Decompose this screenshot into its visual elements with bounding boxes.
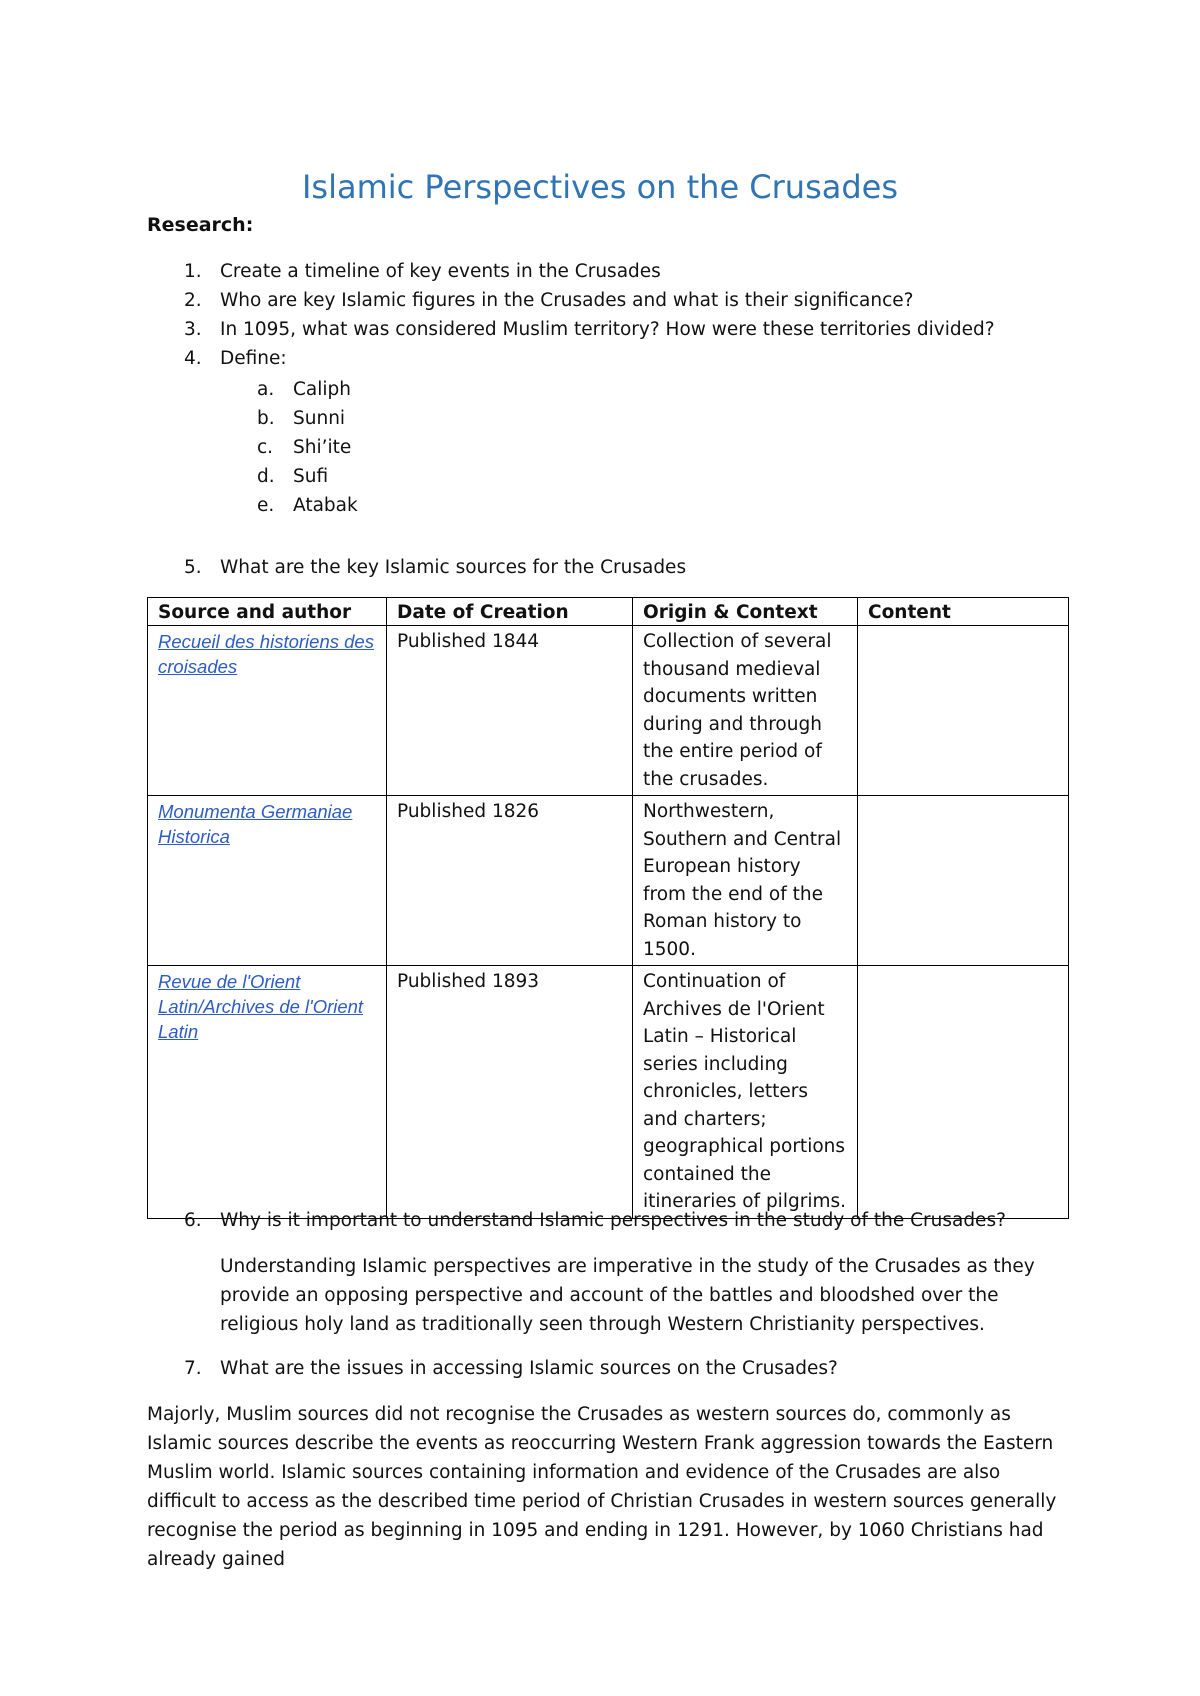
- table-row: [148, 626, 1069, 796]
- list-item: 2. Who are key Islamic figures in the Crusades and what is their significance?: [184, 290, 914, 311]
- column-header: Content: [858, 598, 1069, 626]
- research-heading: Research:: [147, 214, 254, 236]
- list-item: 5. What are the key Islamic sources for the Crusades: [184, 557, 687, 578]
- source-link[interactable]: Monumenta Germaniae Historica: [148, 796, 387, 966]
- question-7: [147, 1354, 838, 1383]
- table-header-row: [148, 598, 1069, 626]
- question-text: Create a timeline of key events in the Crusades: [220, 261, 661, 282]
- term-text: Atabak: [293, 495, 358, 516]
- research-questions-list: [147, 257, 995, 373]
- content-cell: [858, 626, 1069, 796]
- sources-table: [147, 597, 1069, 1219]
- list-item: a. Caliph: [257, 379, 352, 400]
- question-text: What are the issues in accessing Islamic sources on the Crusades?: [220, 1358, 838, 1379]
- question-text: What are the key Islamic sources for the Crusades: [220, 557, 687, 578]
- list-item: c. Shi’ite: [257, 437, 352, 458]
- question-text: Why is it important to understand Islamic perspectives in the study of the Crusades?: [220, 1210, 1006, 1231]
- column-header: Origin & Context: [633, 598, 858, 626]
- term-text: Sufi: [293, 466, 329, 487]
- define-terms-list: [220, 375, 358, 520]
- date-cell: Published 1844: [387, 626, 633, 796]
- list-item: 3. In 1095, what was considered Muslim territory? How were these territories divided?: [184, 319, 995, 340]
- date-cell: Published 1893: [387, 966, 633, 1219]
- term-text: Shi’ite: [293, 437, 352, 458]
- list-item: b. Sunni: [257, 408, 346, 429]
- source-link[interactable]: Recueil des historiens des croisades: [148, 626, 387, 796]
- question-text: Who are key Islamic figures in the Crusades and what is their significance?: [220, 290, 914, 311]
- question-text: Define:: [220, 348, 287, 369]
- list-item: d. Sufi: [257, 466, 329, 487]
- column-header: Date of Creation: [387, 598, 633, 626]
- table-row: [148, 966, 1069, 1219]
- list-item: 1. Create a timeline of key events in the Crusades: [184, 261, 661, 282]
- answer-7: Majorly, Muslim sources did not recognise the Crusades as western sources do, commonly as Islamic sources describe the events as reoccurring Western Frank aggression towards the Eastern Muslim world. Islamic sources containing information and evidence of the Crusades are also difficult to access as the described time period of Christian Crusades in western sources generally recognise the period as beginning in 1095 and ending in 1291. However, by 1060 Christians had already gained: [147, 1404, 1057, 1570]
- table-row: [148, 796, 1069, 966]
- list-item: e. Atabak: [257, 495, 358, 516]
- list-item: 4. Define:: [184, 348, 287, 369]
- origin-cell: Northwestern, Southern and Central European history from the end of the Roman history to 1500.: [633, 796, 858, 966]
- list-item: 6. Why is it important to understand Islamic perspectives in the study of the Crusades?: [184, 1210, 1006, 1231]
- column-header: Source and author: [148, 598, 387, 626]
- list-item: 7. What are the issues in accessing Islamic sources on the Crusades?: [184, 1358, 838, 1379]
- question-5: [147, 553, 686, 582]
- origin-cell: Collection of several thousand medieval documents written during and through the entire period of the crusades.: [633, 626, 858, 796]
- question-6: [147, 1206, 1006, 1235]
- content-cell: [858, 966, 1069, 1219]
- term-text: Caliph: [293, 379, 352, 400]
- term-text: Sunni: [293, 408, 346, 429]
- content-cell: [858, 796, 1069, 966]
- answer-6: Understanding Islamic perspectives are imperative in the study of the Crusades as they provide an opposing perspective and account of the battles and bloodshed over the religious holy land as traditionally seen through Western Christianity perspectives.: [220, 1256, 1035, 1335]
- question-text: In 1095, what was considered Muslim territory? How were these territories divided?: [220, 319, 995, 340]
- source-link[interactable]: Revue de l'Orient Latin/Archives de l'Orient Latin: [148, 966, 387, 1219]
- origin-cell: Continuation of Archives de l'Orient Latin – Historical series including chronicles, letters and charters; geographical portions contained the itineraries of pilgrims.: [633, 966, 858, 1219]
- document-title: Islamic Perspectives on the Crusades: [301, 168, 899, 206]
- date-cell: Published 1826: [387, 796, 633, 966]
